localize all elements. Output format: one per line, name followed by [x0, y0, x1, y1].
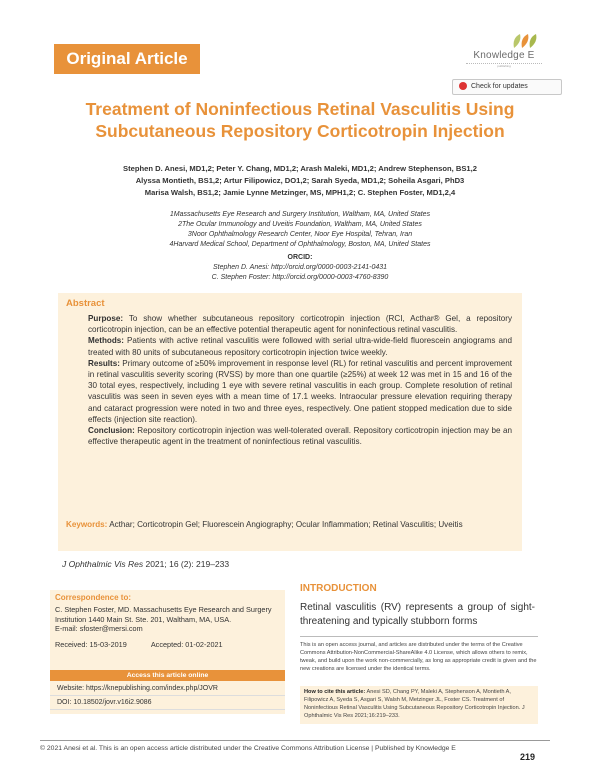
publisher-logo: [446, 30, 562, 80]
orcid-link[interactable]: C. Stephen Foster: http://orcid.org/0000-0003-4760-8390: [211, 274, 389, 281]
update-icon: [459, 82, 467, 90]
introduction-text: Retinal vasculitis (RV) represents a group of sight-threatening and typically stubborn forms: [300, 602, 535, 627]
author-line: Stephen D. Anesi, MD1,2; Peter Y. Chang, MD1,2; Arash Maleki, MD1,2; Andrew Stephenson, BS1,2: [123, 164, 477, 173]
page-number: 219: [520, 752, 536, 762]
affiliation: 2The Ocular Immunology and Uveitis Foundation, Waltham, MA, United States: [178, 221, 422, 228]
received-date: Received: 15-03-2019: [55, 639, 127, 649]
website-link[interactable]: Website: https://knepublishing.com/index.php/JOVR: [50, 682, 285, 696]
correspondence-email[interactable]: E-mail: sfoster@mersi.com: [55, 624, 143, 634]
article-dates: [55, 640, 285, 649]
orcid-block: [80, 253, 520, 283]
abstract-methods: Methods: Patients with active retinal vasculitis were followed with serial ultra-wide-field fluorescein angiograms and treated with 80 units of subcutaneous repository corticotropin injection twice weekly.: [88, 336, 512, 357]
title-line-1: Treatment of Noninfectious Retinal Vasculitis Using: [85, 99, 515, 119]
license-note: This is an open access journal, and articles are distributed under the terms of the Creative Commons Attribution-NonCommercial-ShareAlike 4.0 License, which allows others to remix, tweak, and build upon the work non-commercially, as long as appropriate credit is given and the new creations are licensed under the identical terms.: [300, 636, 538, 673]
access-info: [50, 682, 285, 710]
keywords: Keywords: Acthar; Corticotropin Gel; Fluorescein Angiography; Ocular Inflammation; Retinal Vasculitis; Uveitis: [66, 520, 463, 529]
affiliation: 4Harvard Medical School, Department of Ophthalmology, Boston, MA, United States: [169, 241, 431, 248]
abstract-heading: Abstract: [66, 298, 105, 309]
abstract-purpose: Purpose: To show whether subcutaneous repository corticotropin injection (RCI, Acthar® Gel, a repository corticotropin injection, can be an effective potential therapeutic agent for noninfectious retinal vasculitis.: [88, 314, 512, 335]
orcid-heading: ORCID:: [287, 254, 313, 261]
correspondence-heading: Correspondence to:: [55, 593, 132, 602]
abstract-conclusion: Conclusion: Repository corticotropin injection was well-tolerated overall. Repository corticotropin injection may be an effective therapeutic agent in the treatment of noninfectious retinal vasculitis.: [88, 426, 512, 447]
doi-link[interactable]: DOI: 10.18502/jovr.v16i2.9086: [50, 696, 285, 710]
journal-citation: J Ophthalmic Vis Res 2021; 16 (2): 219–233: [62, 559, 230, 569]
logo-tagline: publishing: [466, 63, 542, 68]
how-to-cite: How to cite this article: Anesi SD, Chang PY, Maleki A, Stephenson A, Montieth A, Filipowicz A, Syeda S, Asgari S, Walsh M, Metzinger JL, Foster CS. Treatment of Noninfectious Retinal Vasculitis Using Subcutaneous Repository Corticotropin Injection. J Ophthalmic Vis Res 2021;16:219–233.: [300, 686, 538, 724]
check-updates-label: Check for updates: [471, 83, 528, 90]
author-line: Alyssa Montieth, BS1,2; Artur Filipowicz, DO1,2; Sarah Syeda, MD1,2; Soheila Asgari, PhD3: [135, 176, 465, 185]
abstract-results: Results: Primary outcome of ≥50% improvement in response level (RL) for retinal vasculitis and percent improvement in retinal vasculitis severity scoring (RVSS) by more than one quartile (≥25%) at week 12 was met in 15 and 16 of the 30 total eyes, respectively, including 1 eye with severe retinal vasculitis in each group. Complete resolution of retinal vasculitis was seen in seven eyes with a mean time of 17.1 weeks. Intraocular pressure elevation requiring therapy and cataract progression were noted in two and three eyes, respectively. One patient stopped medication due to side effects (injection site reaction).: [88, 358, 512, 424]
author-line: Marisa Walsh, BS1,2; Jamie Lynne Metzinger, MS, MPH1,2; C. Stephen Foster, MD1,2,4: [144, 188, 456, 197]
affiliations: [80, 210, 520, 250]
page-footer: © 2021 Anesi et al. This is an open access article distributed under the Creative Commons Attribution License | Published by Knowledge E: [40, 740, 550, 753]
abstract-panel: [58, 293, 522, 551]
accepted-date: Accepted: 01-02-2021: [150, 639, 223, 649]
affiliation: 1Massachusetts Eye Research and Surgery Institution, Waltham, MA, United States: [169, 211, 431, 218]
title-line-2: Subcutaneous Repository Corticotropin Injection: [95, 121, 505, 141]
affiliation: 3Noor Ophthalmology Research Center, Noor Eye Hospital, Tehran, Iran: [187, 231, 413, 238]
access-online-header: Access this article online: [50, 670, 285, 681]
article-type-badge: Original Article: [54, 44, 200, 74]
article-title: [40, 98, 560, 142]
leaf-icon: [510, 32, 538, 50]
correspondence-address: C. Stephen Foster, MD. Massachusetts Eye Research and Surgery Institution 1440 Main St. Ste. 201, Waltham, MA, USA.: [55, 605, 272, 624]
introduction-heading: INTRODUCTION: [300, 583, 377, 594]
author-list: [50, 163, 550, 199]
orcid-link[interactable]: Stephen D. Anesi: http://orcid.org/0000-0003-2141-0431: [212, 264, 388, 271]
logo-name: Knowledge E: [473, 50, 535, 61]
abstract-body: [88, 313, 512, 447]
check-updates-button[interactable]: [452, 79, 562, 95]
